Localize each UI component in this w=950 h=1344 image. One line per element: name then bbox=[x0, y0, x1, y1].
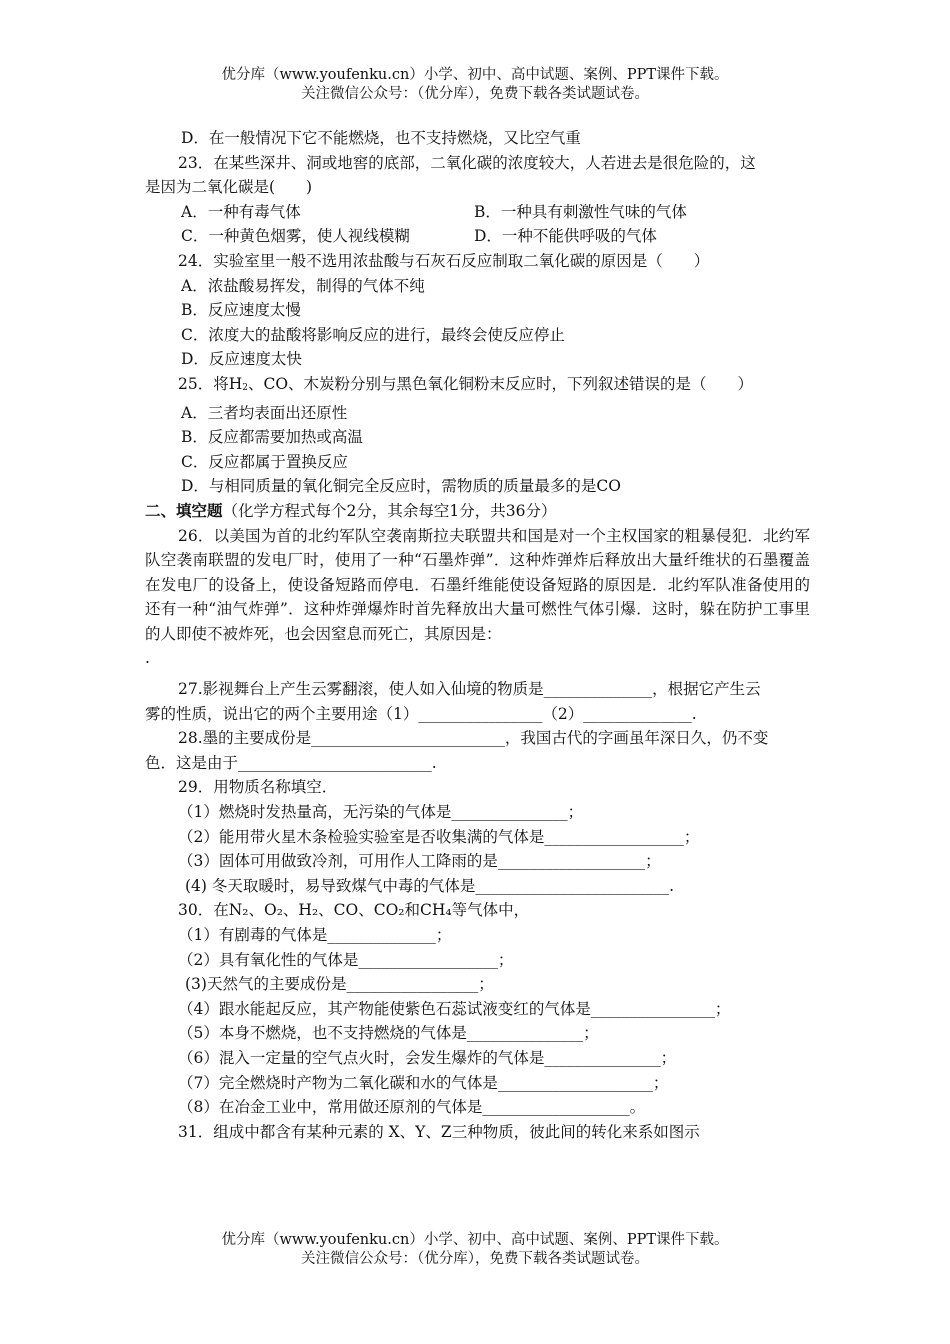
exam-content bbox=[145, 126, 810, 1144]
q25-option-b: B．反应都需要加热或高温 bbox=[181, 428, 363, 447]
q23-stem-line-2: 是因为二氧化碳是( ) bbox=[145, 178, 313, 197]
q24-stem: 24．实验室里一般不选用浓盐酸与石灰石反应制取二氧化碳的原因是（ ） bbox=[178, 251, 710, 270]
q29-item-4: (4) 冬天取暖时，易导致煤气中毒的气体是_________________________. bbox=[185, 876, 675, 895]
q28-line-2: 色．这是由于_________________________. bbox=[145, 753, 437, 772]
q29-item-3: （3）固体可用做致冷剂，可用作人工降雨的是___________________； bbox=[178, 852, 661, 871]
footer-line-2: 关注微信公众号：（优分库），免费下载各类试题试卷。 bbox=[301, 1251, 649, 1267]
q30-item-8: （8）在冶金工业中，常用做还原剂的气体是___________________。 bbox=[178, 1098, 646, 1117]
section-2-heading bbox=[145, 499, 810, 524]
q25-option-d: D．与相同质量的氧化铜完全反应时，需物质的质量最多的是CO bbox=[181, 477, 621, 496]
q30-stem: 30．在N₂、O₂、H₂、CO、CO₂和CH₄等气体中， bbox=[178, 901, 530, 920]
q28-line-1: 28.墨的主要成份是_________________________，我国古代的字画虽年深日久，仍不变 bbox=[178, 729, 769, 748]
q29-item-2: （2）能用带火星木条检验实验室是否收集满的气体是__________________； bbox=[178, 827, 700, 846]
q30-item-5: （5）本身不燃烧，也不支持燃烧的气体是_______________； bbox=[178, 1024, 599, 1043]
q22-option-d: D．在一般情况下它不能燃烧，也不支持燃烧，又比空气重 bbox=[181, 129, 581, 147]
header-line-2: 关注微信公众号：（优分库），免费下载各类试题试卷。 bbox=[301, 86, 649, 102]
q23-options-row-1 bbox=[145, 200, 810, 225]
q30-item-2: （2）具有氧化性的气体是__________________； bbox=[178, 950, 514, 969]
q25-option-c: C．反应都属于置换反应 bbox=[181, 452, 348, 471]
q30-item-6: （6）混入一定量的空气点火时，会发生爆炸的气体是_______________； bbox=[178, 1048, 677, 1067]
q24-option-a: A．浓盐酸易挥发，制得的气体不纯 bbox=[181, 276, 425, 295]
q26-paragraph: 26．以美国为首的北约军队空袭南斯拉夫联盟共和国是对一个主权国家的粗暴侵犯．北约军队空袭南联盟的发电厂时，使用了一种“石墨炸弹”．这种炸弹炸后释放出大量纤维状的石墨覆盖在发电厂的设备上，使设备短路而停电．石墨纤维能使设备短路的原因是．北约军队准备使用的还有一种“油气炸弹”．这种炸弹爆炸时首先释放出大量可燃性气体引爆．这时，躲在防护工事里的人即使不被炸死，也会因窒息而死亡，其原因是： bbox=[145, 526, 810, 643]
q29-item-1: （1）燃烧时发热量高，无污染的气体是_______________； bbox=[178, 803, 584, 822]
q30-item-7: （7）完全燃烧时产物为二氧化碳和水的气体是____________________； bbox=[178, 1073, 669, 1092]
q30-item-1: （1）有剧毒的气体是______________； bbox=[178, 926, 452, 944]
header-line-1: 优分库（www.youfenku.cn）小学、初中、高中试题、案例、PPT课件下载。 bbox=[221, 67, 729, 83]
q23-option-c: C．一种黄色烟雾，使人视线模糊 bbox=[181, 227, 410, 246]
q23-stem-line-1: 23．在某些深井、洞或地窖的底部，二氧化碳的浓度较大，人若进去是很危险的，这 bbox=[178, 153, 756, 172]
q31-stem: 31．组成中都含有某种元素的 X、Y、Z三种物质，彼此间的转化来系如图示 bbox=[178, 1122, 700, 1141]
page-footer bbox=[0, 1231, 950, 1269]
section-2-note: （化学方程式每个2分，其余每空1分，共36分） bbox=[222, 501, 557, 520]
q26-tail: . bbox=[145, 649, 150, 668]
q25-stem-sub: 2 bbox=[242, 382, 248, 393]
q23-option-d: D．一种不能供呼吸的气体 bbox=[474, 227, 657, 246]
q30-item-3: (3)天然气的主要成份是_________________； bbox=[185, 975, 494, 994]
footer-line-1: 优分库（www.youfenku.cn）小学、初中、高中试题、案例、PPT课件下载。 bbox=[221, 1232, 729, 1248]
q25-stem-post: 、CO、木炭粉分别与黑色氧化铜粉末反应时，下列叙述错误的是（ ） bbox=[247, 374, 754, 393]
q23-options-row-2 bbox=[145, 224, 810, 249]
section-2-title: 二、填空题 bbox=[145, 500, 223, 520]
q27-line-2: 雾的性质，说出它的两个主要用途（1）________________（2）______________. bbox=[145, 704, 697, 723]
q25-option-a: A．三者均表面出还原性 bbox=[181, 403, 348, 422]
q24-option-c: C．浓度大的盐酸将影响反应的进行，最终会使反应停止 bbox=[181, 325, 565, 344]
q23-option-b: B．一种具有刺激性气味的气体 bbox=[474, 202, 687, 221]
q29-stem: 29．用物质名称填空． bbox=[178, 778, 338, 797]
q27-line-1: 27.影视舞台上产生云雾翻滚，使人如入仙境的物质是______________，根据它产生云 bbox=[178, 680, 761, 699]
q25-stem-pre: 25．将H bbox=[178, 374, 243, 393]
page-header bbox=[0, 66, 950, 104]
q23-option-a: A．一种有毒气体 bbox=[181, 202, 301, 221]
q24-option-d: D．反应速度太快 bbox=[181, 350, 302, 369]
q30-item-4: （4）跟水能起反应，其产物能使紫色石蕊试液变红的气体是________________； bbox=[178, 999, 731, 1018]
q24-option-b: B．反应速度太慢 bbox=[181, 301, 301, 320]
q25-stem bbox=[145, 372, 810, 401]
